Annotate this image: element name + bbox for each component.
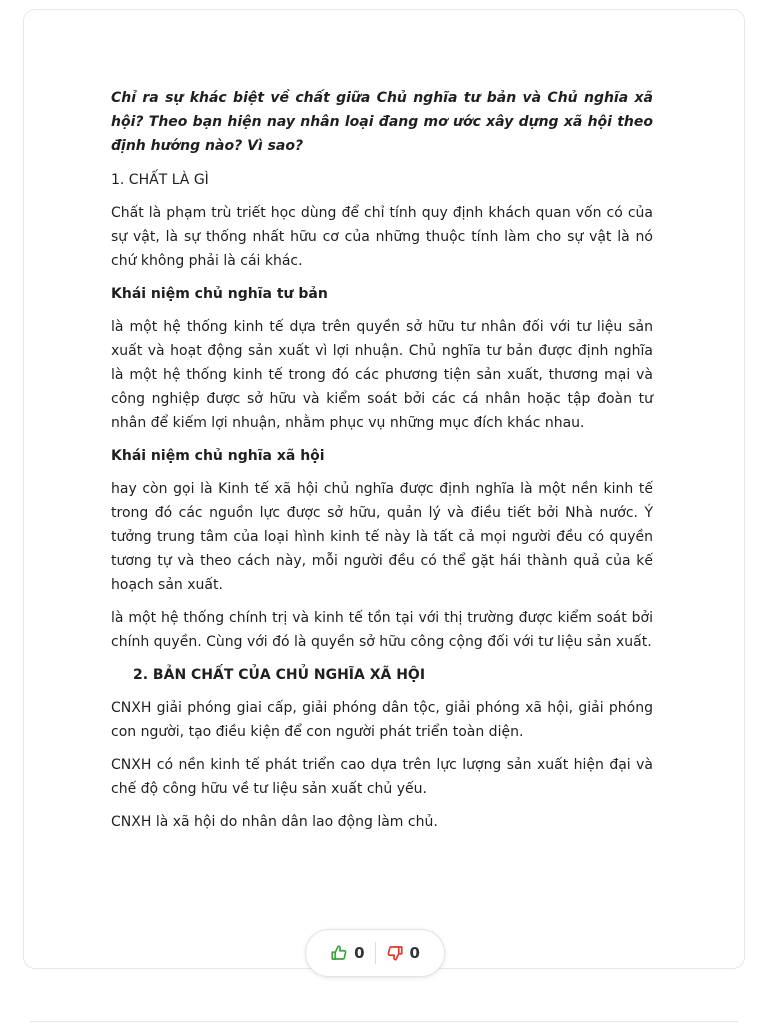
answer-content [111, 86, 653, 843]
dislike-button[interactable] [376, 944, 430, 962]
section-heading-what-is-quality: 1. CHẤT LÀ GÌ [111, 172, 209, 188]
paragraph-socialism-nature-3: CNXH là xã hội do nhân dân lao động làm chủ. [111, 814, 438, 830]
heading-capitalism-concept: Khái niệm chủ nghĩa tư bản [111, 286, 328, 302]
thumbs-down-icon [386, 944, 404, 962]
paragraph-socialism-definition-2: là một hệ thống chính trị và kinh tế tồn tại với thị trường được kiểm soát bởi chính quyền. Cùng với đó là quyền sở hữu công cộng đối với tư liệu sản xuất. [111, 610, 653, 650]
like-count: 0 [354, 944, 365, 962]
paragraph-socialism-nature-1: CNXH giải phóng giai cấp, giải phóng dân tộc, giải phóng xã hội, giải phóng con người, tạo điều kiện để con người phát triển toàn diện. [111, 700, 653, 740]
dislike-count: 0 [409, 944, 420, 962]
heading-socialism-concept: Khái niệm chủ nghĩa xã hội [111, 448, 325, 464]
paragraph-quality-definition: Chất là phạm trù triết học dùng để chỉ tính quy định khách quan vốn có của sự vật, là sự thống nhất hữu cơ của những thuộc tính làm cho sự vật là nó chứ không phải là cái khác. [111, 205, 653, 269]
reaction-bar [305, 929, 445, 977]
paragraph-socialism-nature-2: CNXH có nền kinh tế phát triển cao dựa trên lực lượng sản xuất hiện đại và chế độ công hữu về tư liệu sản xuất chủ yếu. [111, 757, 653, 797]
paragraph-capitalism-definition: là một hệ thống kinh tế dựa trên quyền sở hữu tư nhân đối với tư liệu sản xuất và hoạt động sản xuất vì lợi nhuận. Chủ nghĩa tư bản được định nghĩa là một hệ thống kinh tế trong đó các phương tiện sản xuất, thương mại và công nghiệp được sở hữu và kiểm soát bởi các cá nhân hoặc tập đoàn tư nhân để kiếm lợi nhuận, nhằm phục vụ những mục đích khác nhau. [111, 319, 653, 431]
section-heading-nature-of-socialism: 2. BẢN CHẤT CỦA CHỦ NGHĨA XÃ HỘI [133, 667, 426, 683]
bottom-divider [30, 1021, 738, 1022]
like-button[interactable] [320, 944, 374, 962]
paragraph-socialism-definition-1: hay còn gọi là Kinh tế xã hội chủ nghĩa được định nghĩa là một nền kinh tế trong đó các nguồn lực được sở hữu, quản lý và điều tiết bởi Nhà nước. Ý tưởng trung tâm của loại hình kinh tế này là tất cả mọi người đều có quyền tương tự và theo cách này, mỗi người đều có thể gặt hái thành quả của kế hoạch sản xuất. [111, 481, 653, 593]
question-text: Chỉ ra sự khác biệt về chất giữa Chủ nghĩa tư bản và Chủ nghĩa xã hội? Theo bạn hiện nay nhân loại đang mơ ước xây dựng xã hội theo định hướng nào? Vì sao? [111, 90, 653, 154]
thumbs-up-icon [330, 944, 348, 962]
